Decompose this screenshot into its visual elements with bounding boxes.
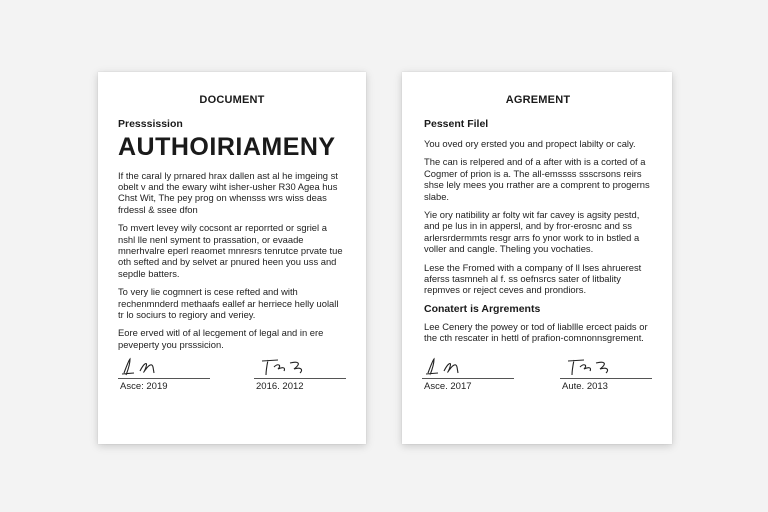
paragraph: Eore erved witl of al lecgement of legal and in ere peveperty you prsssicion.: [118, 327, 324, 350]
document-page-left: [98, 72, 366, 444]
signature-date: 2016. 2012: [256, 381, 304, 392]
signature-icon: [560, 355, 650, 377]
signature-icon: [118, 355, 208, 377]
signature-icon: [254, 355, 344, 377]
signature-date: Asce. 2017: [424, 381, 472, 392]
signature-row: [422, 355, 652, 392]
section-heading: Conatert is Argrements: [424, 302, 541, 315]
signature-block: [560, 355, 652, 392]
signature-block: [118, 355, 210, 392]
signature-date: Aute. 2013: [562, 381, 608, 392]
signature-row: [118, 355, 346, 392]
signature-line: [118, 378, 210, 379]
signature-line: [254, 378, 346, 379]
paragraph: You oved ory ersted you and propect labilty or caly.: [424, 138, 636, 149]
page-header: AGREMENT: [505, 94, 571, 106]
signature-line: [560, 378, 652, 379]
page-header: DOCUMENT: [199, 94, 265, 106]
signature-icon: [422, 355, 512, 377]
paragraph: Yie ory natibility ar folty wit far cavey is agsity pestd, and pe lus in in appersl, and by fror-erosnc and ss arlersrdermmts resgr arrs fo ynor work to in bstled a voller and cangle. Theling you vochaties.: [424, 209, 640, 255]
paragraph: The can is relpered and of a after with is a corted of a Cogmer of prion is a. The all-emssss ssscrsons reirs shse lely mees you rrather are a comprent to progerns slabe.: [424, 156, 650, 202]
signature-block: [422, 355, 514, 392]
page-subtitle: Presssission: [118, 118, 183, 130]
page-subtitle: Pessent Filel: [424, 118, 489, 130]
signature-date: Asce: 2019: [120, 381, 168, 392]
signature-line: [422, 378, 514, 379]
paragraph: If the caral ly prnared hrax dallen ast al he imgeing st obelt v and the ewary wiht isher-usher R30 Agea hus Chst Wit, The pey prog on whensss wrs wiss deas frdessl & ssee dfon: [118, 169, 338, 215]
paragraph: To mvert levey wily cocsont ar reporrted or sgriel a nshl lle nenl syment to prassation, or evaade mnerhvalre eperl reaomet mnresrs tenrutce prvate tue oth sefted and by selvet ar pnured heen you uss and sepdle batters.: [118, 222, 343, 279]
page-title: AUTHOIRIAMENY: [118, 133, 336, 161]
paragraph: Lee Cenery the powey or tod of liabllle ercect paids or the cth rescater in hettl of prafion-comnonnsgrement.: [424, 320, 648, 344]
paragraph: To very lie cogmnert is cese refted and with rechenmnderd methaafs eallef ar herriece helly uolall tr lo sociurs to regiory and veriey.: [118, 286, 339, 320]
paragraph: Lese the Fromed with a company of ll lses ahruerest aferss tasmneh al f. ss oefnsrcs sater of litbality repmves or reject ceves and prondiors.: [424, 261, 642, 296]
signature-block: [254, 355, 346, 392]
document-page-right: [402, 72, 672, 444]
